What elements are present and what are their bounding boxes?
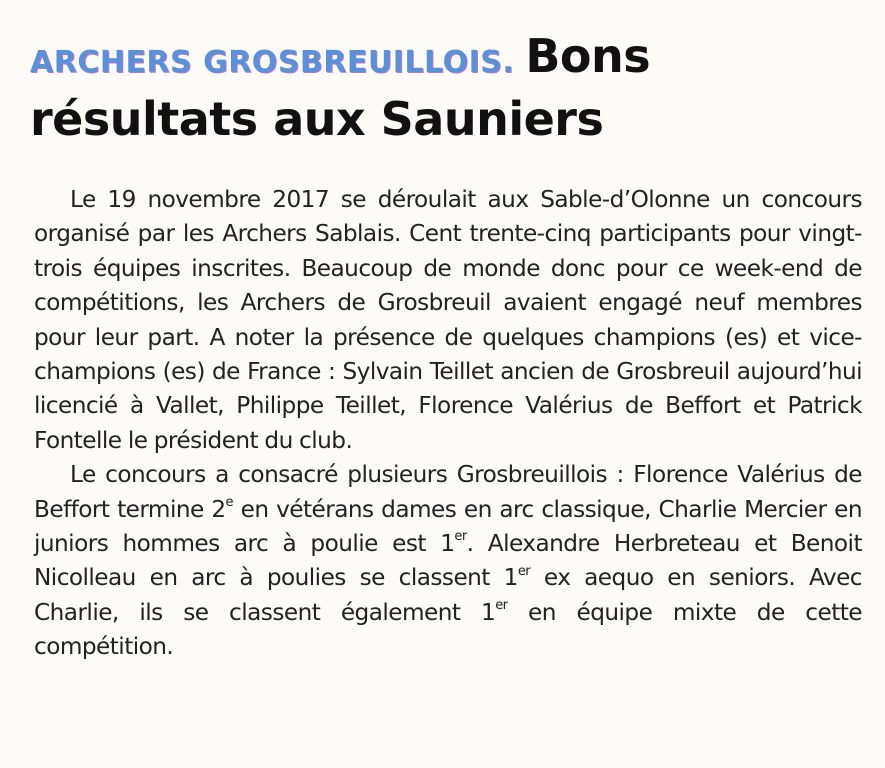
paragraph-1: Le 19 novembre 2017 se déroulait aux Sable-d’Olonne un concours organisé par les Archers Sablais. Cent trente-cinq participants pour vingt-trois équipes inscrites. Beaucoup de monde donc pour ce week-end de compétitions, les Archers de Grosbreuil avaient engagé neuf membres pour leur part. A noter la présence de quelques champions (es) et vice-champions (es) de France : Sylvain Teillet ancien de Grosbreuil aujourd’hui licencié à Vallet, Philippe Teillet, Florence Valérius de Beffort et Patrick Fontelle le président du club. <box>34 186 862 454</box>
ordinal-suffix: er <box>454 529 467 545</box>
ordinal-suffix: er <box>495 598 508 614</box>
paragraph-2-text: . Alexandre Herbreteau et Benoit Nicolleau en arc à poulies se classent 1 <box>34 530 862 592</box>
article-body <box>34 183 862 665</box>
paragraph-2-text: en équipe mixte de cette compétition. <box>34 598 862 661</box>
ordinal-suffix: er <box>517 563 531 579</box>
paragraph-2-text: Le concours a consacré plusieurs Grosbreuillois : Florence Valérius de Beffort termine 2 <box>34 461 862 523</box>
paragraph-2 <box>34 458 862 664</box>
headline <box>30 28 860 152</box>
headline-kicker: ARCHERS GROSBREUILLOIS. <box>30 45 515 80</box>
paragraph-2-text: ex aequo en seniors. Avec Charlie, ils se classent également 1 <box>34 564 862 626</box>
headline-title: Bons résultats aux Sauniers <box>30 29 651 146</box>
paragraph-2-text: en vétérans dames en arc classique, Charlie Mercier en juniors hommes arc à poulie est 1 <box>34 495 862 558</box>
ordinal-suffix: e <box>225 494 233 510</box>
